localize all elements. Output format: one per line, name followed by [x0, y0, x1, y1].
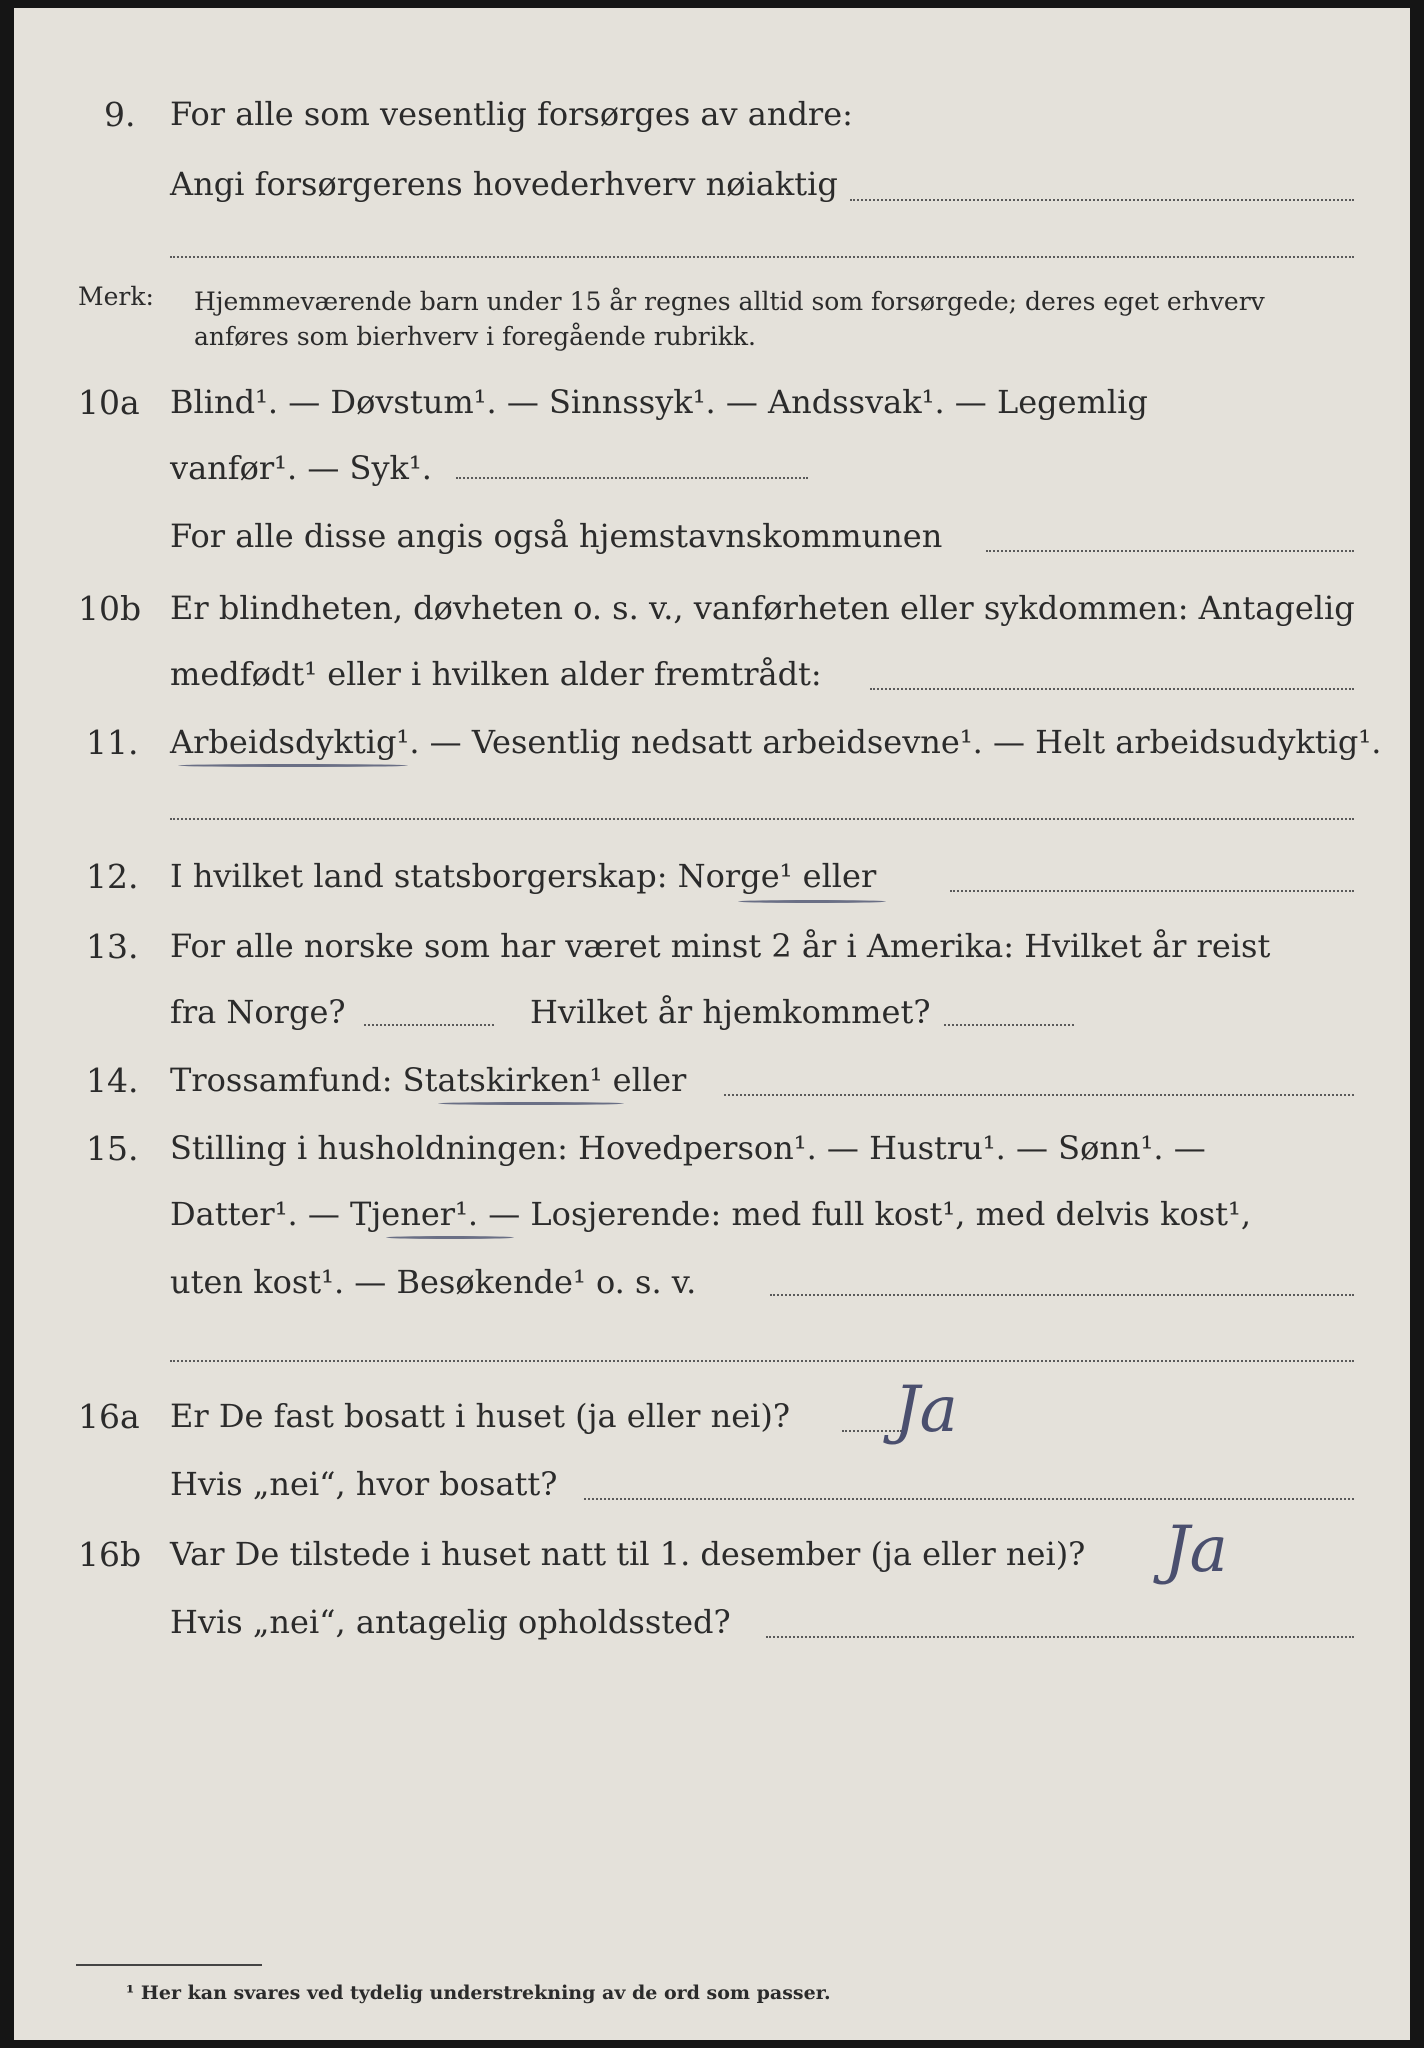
q9-text-line1: For alle som vesentlig forsørges av andre:: [170, 95, 853, 133]
q16b-handwritten-answer: Ja: [1164, 1513, 1228, 1587]
merk-text-line2: anføres som bierhverv i foregående rubrikk.: [194, 322, 756, 351]
q16b-text-line1: Var De tilstede i huset natt til 1. desember (ja eller nei)?: [170, 1535, 1086, 1573]
q11-text-line1: Arbeidsdyktig¹. — Vesentlig nedsatt arbeidsevne¹. — Helt arbeidsudyktig¹.: [170, 723, 1382, 761]
q13-number: 13.: [86, 927, 139, 966]
q12-text-line1: I hvilket land statsborgerskap: Norge¹ eller: [170, 857, 877, 895]
q14-text-line1: Trossamfund: Statskirken¹ eller: [170, 1061, 687, 1099]
q13-text-line2a: fra Norge?: [170, 993, 346, 1031]
q12-answer-line[interactable]: [950, 890, 1354, 892]
q15-answer-line2[interactable]: [170, 1360, 1354, 1362]
q9-text-line2: Angi forsørgerens hovederhverv nøiaktig: [170, 165, 838, 203]
q12-number: 12.: [86, 857, 139, 896]
q11-arbeidsdyktig-underline: [178, 764, 408, 767]
q16a-number: 16a: [78, 1397, 140, 1436]
q10b-text-line2: medfødt¹ eller i hvilken alder fremtrådt:: [170, 655, 822, 693]
q14-number: 14.: [86, 1061, 139, 1100]
merk-text-line1: Hjemmeværende barn under 15 år regnes alltid som forsørgede; deres eget erhverv: [194, 287, 1265, 316]
q16b-number: 16b: [78, 1535, 142, 1574]
q10b-number: 10b: [78, 589, 142, 628]
q11-answer-line[interactable]: [170, 818, 1354, 820]
q16a-text-line1: Er De fast bosatt i huset (ja eller nei)?: [170, 1397, 791, 1435]
q10a-text-line3: For alle disse angis også hjemstavnskommunen: [170, 517, 943, 555]
q15-tjener-underline: [386, 1236, 514, 1239]
q10a-answer-line[interactable]: [456, 477, 808, 479]
q15-text-line1: Stilling i husholdningen: Hovedperson¹. — Hustru¹. — Sønn¹. —: [170, 1129, 1206, 1167]
q15-text-line2: Datter¹. — Tjener¹. — Losjerende: med full kost¹, med delvis kost¹,: [170, 1195, 1252, 1233]
q16b-text-line2: Hvis „nei“, antagelig opholdssted?: [170, 1603, 731, 1641]
q15-text-line3: uten kost¹. — Besøkende¹ o. s. v.: [170, 1263, 697, 1301]
q12-norge-underline: [738, 900, 886, 903]
q13-return-line[interactable]: [944, 1024, 1074, 1026]
census-form-page: [14, 8, 1410, 2040]
q15-number: 15.: [86, 1129, 139, 1168]
footnote-rule: [76, 1964, 262, 1966]
q9-answer-line2[interactable]: [170, 256, 1354, 258]
q10a-text-line1: Blind¹. — Døvstum¹. — Sinnssyk¹. — Andssvak¹. — Legemlig: [170, 383, 1148, 421]
q10a-hometown-line[interactable]: [986, 550, 1354, 552]
q14-answer-line[interactable]: [724, 1094, 1354, 1096]
q13-text-line2b: Hvilket år hjemkommet?: [530, 993, 931, 1031]
q16a-residence-line[interactable]: [584, 1498, 1354, 1500]
merk-label: Merk:: [78, 282, 154, 311]
q15-answer-line[interactable]: [770, 1294, 1354, 1296]
q9-number: 9.: [104, 95, 136, 134]
q16a-handwritten-answer: Ja: [894, 1373, 958, 1447]
q10a-text-line2: vanfør¹. — Syk¹.: [170, 449, 432, 487]
q10b-answer-line[interactable]: [870, 688, 1354, 690]
q9-answer-line[interactable]: [850, 199, 1354, 201]
q10b-text-line1: Er blindheten, døvheten o. s. v., vanførheten eller sykdommen: Antagelig: [170, 589, 1355, 627]
q16b-whereabouts-line[interactable]: [766, 1636, 1354, 1638]
q11-number: 11.: [86, 723, 139, 762]
q13-text-line1: For alle norske som har været minst 2 år i Amerika: Hvilket år reist: [170, 927, 1271, 965]
q13-departure-line[interactable]: [364, 1024, 494, 1026]
q16a-answer-line[interactable]: [842, 1430, 902, 1432]
q16a-text-line2: Hvis „nei“, hvor bosatt?: [170, 1465, 558, 1503]
q10a-number: 10a: [78, 383, 140, 422]
q14-statskirken-underline: [438, 1102, 624, 1105]
footnote-text: ¹ Her kan svares ved tydelig understrekning av de ord som passer.: [126, 1982, 831, 2004]
